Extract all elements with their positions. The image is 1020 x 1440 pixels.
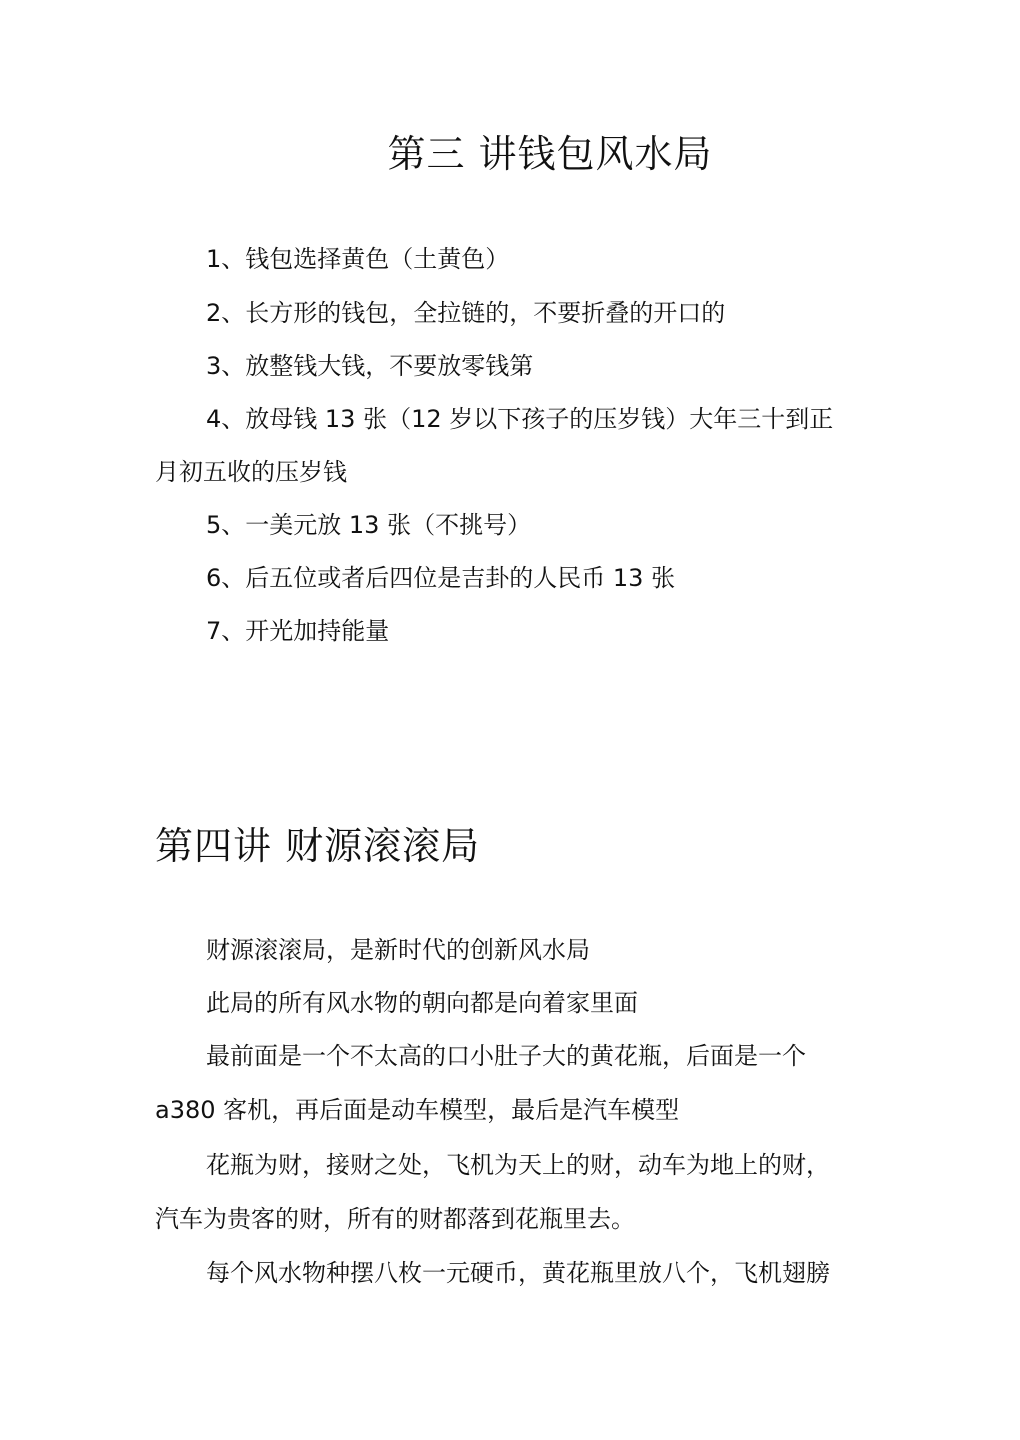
list-item: 1、钱包选择黄色（土黄色） [206,245,510,273]
paragraph-line: 此局的所有风水物的朝向都是向着家里面 [206,989,638,1017]
paragraph-line: 最前面是一个不太高的口小肚子大的黄花瓶，后面是一个 [206,1042,806,1070]
paragraph-line: 花瓶为财，接财之处，飞机为天上的财，动车为地上的财， [206,1151,830,1179]
list-item: 7、开光加持能量 [206,617,390,645]
list-item: 5、一美元放 13 张（不挑号） [206,511,532,539]
list-item: 2、长方形的钱包，全拉链的，不要折叠的开口的 [206,299,726,327]
list-item: 6、后五位或者后四位是吉卦的人民币 13 张 [206,564,676,592]
list-item: 3、放整钱大钱，不要放零钱第 [206,352,534,380]
paragraph-line: 财源滚滚局，是新时代的创新风水局 [206,936,590,964]
list-item-continuation: 月初五收的压岁钱 [155,458,347,486]
section-3-title: 第三 讲钱包风水局 [387,132,713,176]
paragraph-line: 每个风水物种摆八枚一元硬币，黄花瓶里放八个，飞机翅膀 [206,1259,830,1287]
section-4-title: 第四讲 财源滚滚局 [155,824,481,868]
paragraph-line: 汽车为贵客的财，所有的财都落到花瓶里去。 [155,1205,635,1233]
paragraph-line: a380 客机，再后面是动车模型，最后是汽车模型 [155,1096,680,1124]
list-item: 4、放母钱 13 张（12 岁以下孩子的压岁钱）大年三十到正 [206,405,834,433]
